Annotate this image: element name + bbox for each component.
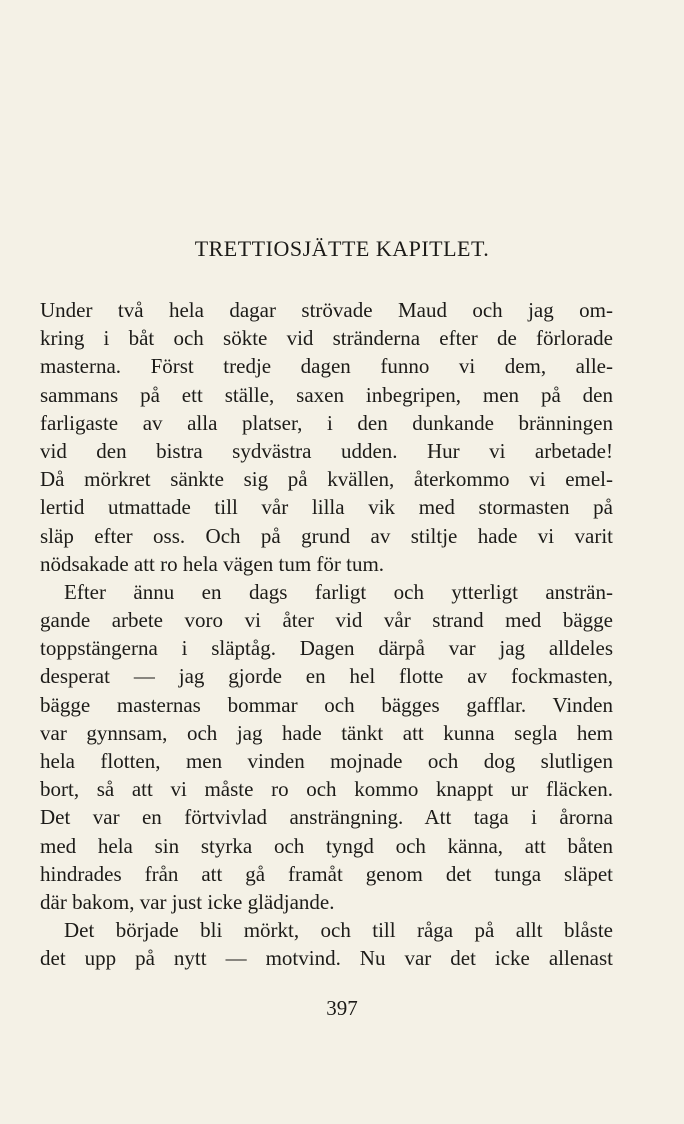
text-line: Efter ännu en dags farligt och ytterligt ansträn-: [64, 579, 613, 604]
text-line: sammans på ett ställe, saxen inbegripen, men på den: [40, 382, 613, 407]
text-line: nödsakade att ro hela vägen tum för tum.: [40, 551, 385, 576]
text-line: det upp på nytt — motvind. Nu var det icke allenast: [40, 946, 613, 971]
text-line: hela flotten, men vinden mojnade och dog slutligen: [40, 749, 613, 773]
text-line: kring i båt och sökte vid stränderna efter de förlorade: [40, 326, 613, 351]
text-line: farligaste av alla platser, i den dunkande bränningen: [40, 410, 613, 435]
text-line: vid den bistra sydvästra udden. Hur vi arbetade!: [40, 438, 613, 463]
text-line: med hela sin styrka och tyngd och känna, att båten: [40, 833, 613, 858]
body-text: [40, 296, 613, 973]
text-line: bägge masternas bommar och bägges gafflar. Vinden: [40, 692, 613, 717]
text-line: Det började bli mörkt, och till råga på allt blåste: [64, 918, 613, 943]
text-line: Då mörkret sänkte sig på kvällen, återkommo vi emel-: [40, 467, 613, 492]
text-line: gande arbete voro vi åter vid vår strand med bägge: [40, 608, 613, 633]
text-line: var gynnsam, och jag hade tänkt att kunna segla hem: [40, 720, 613, 745]
text-line: hindrades från att gå framåt genom det tunga släpet: [40, 861, 613, 886]
text-line: Under två hela dagar strövade Maud och jag om-: [40, 298, 613, 322]
text-line: lertid utmattade till vår lilla vik med stormasten på: [40, 495, 613, 520]
text-line: toppstängerna i släptåg. Dagen därpå var jag alldeles: [40, 636, 613, 661]
text-line: Det var en förtvivlad ansträngning. Att taga i årorna: [40, 805, 613, 830]
text-line: desperat — jag gjorde en hel flotte av fockmasten,: [40, 664, 613, 689]
text-line: där bakom, var just icke glädjande.: [40, 889, 335, 914]
text-line: bort, så att vi måste ro och kommo knappt ur fläcken.: [40, 777, 613, 802]
text-line: släp efter oss. Och på grund av stiltje hade vi varit: [40, 523, 613, 548]
chapter-title: TRETTIOSJÄTTE KAPITLET.: [194, 236, 490, 261]
text-line: masterna. Först tredje dagen funno vi dem, alle-: [40, 354, 613, 379]
page-number: 397: [326, 996, 358, 1020]
